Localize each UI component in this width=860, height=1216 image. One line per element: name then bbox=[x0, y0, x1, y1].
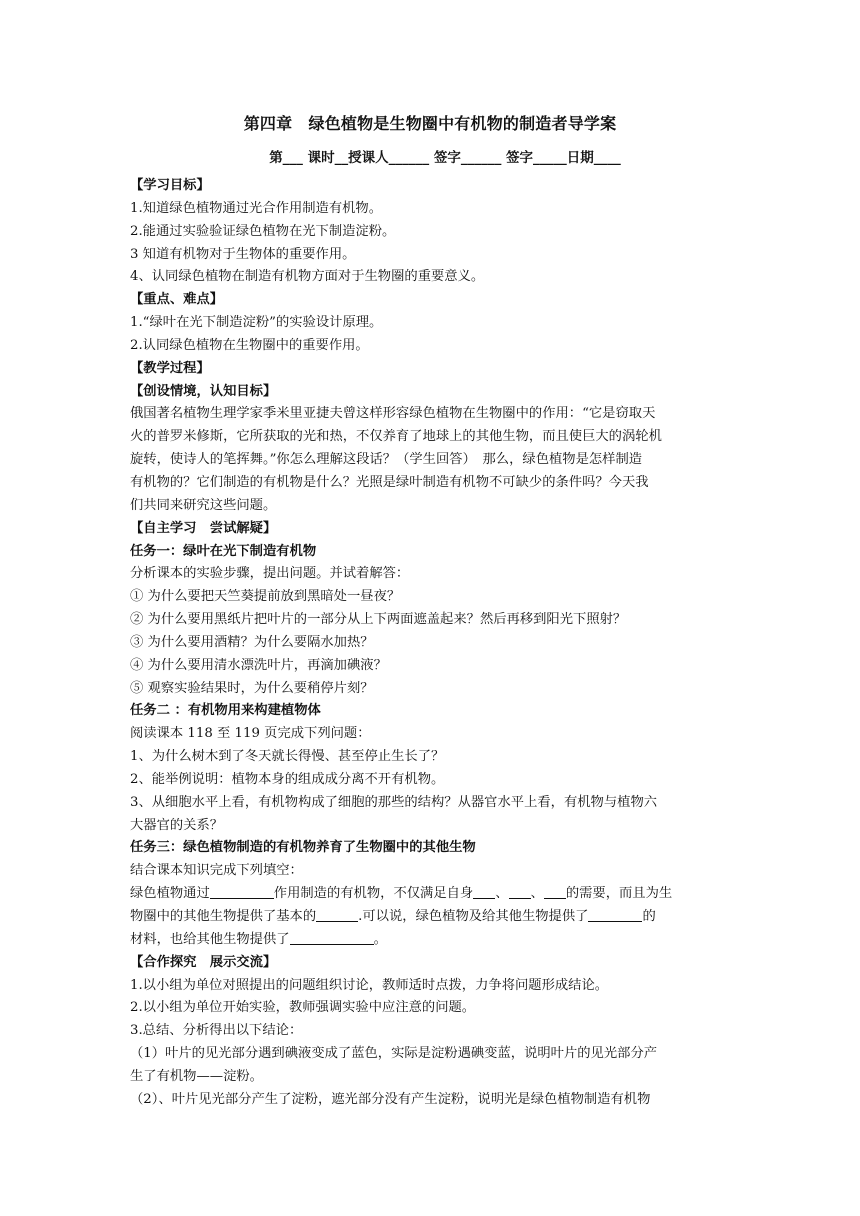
fill-text: 材料，也给其他生物提供了 bbox=[130, 931, 290, 947]
fill-blank[interactable] bbox=[316, 907, 358, 922]
section-heading-selfstudy: 【自主学习 尝试解疑】 bbox=[130, 520, 277, 536]
fill-text: 的 bbox=[642, 909, 656, 924]
fill-text: 。 bbox=[373, 931, 387, 947]
intro-line: 们共同来研究这些问题。 bbox=[130, 497, 277, 513]
fill-text: .可以说，绿色植物及给其他生物提供了 bbox=[358, 909, 589, 924]
section-heading-process: 【教学过程】 bbox=[130, 360, 210, 376]
fill-blank[interactable] bbox=[544, 884, 566, 899]
fill-text: 作用制造的有机物，不仅满足自身 bbox=[273, 886, 474, 902]
task2-question: 1、为什么树木到了冬天就长得慢、甚至停止生长了？ bbox=[130, 749, 445, 765]
objective-item: 4、认同绿色植物在制造有机物方面对于生物圈的重要意义。 bbox=[130, 269, 485, 285]
fill-blank[interactable] bbox=[473, 884, 495, 899]
section-heading-objectives: 【学习目标】 bbox=[130, 178, 210, 193]
coop-line: （1）叶片的见光部分遇到碘液变成了蓝色，实际是淀粉遇碘变蓝，说明叶片的见光部分产 bbox=[130, 1046, 658, 1062]
intro-line: 旋转，使诗人的笔挥舞。”你怎么理解这段话？（学生回答） 那么，绿色植物是怎样制造 bbox=[130, 452, 643, 468]
intro-line: 有机物的？它们制造的有机物是什么？光照是绿叶制造有机物不可缺少的条件吗？今天我 bbox=[130, 474, 649, 490]
keypoint-item: 1.“绿叶在光下制造淀粉”的实验设计原理。 bbox=[130, 315, 383, 331]
task1-question: ④ 为什么要用清水漂洗叶片，再滴加碘液？ bbox=[130, 657, 387, 673]
task2-question: 3、从细胞水平上看，有机物构成了细胞的那些的结构？从器官水平上看，有机物与植物六 bbox=[130, 794, 658, 810]
fill-in-line bbox=[130, 929, 730, 952]
coop-line: （2）、叶片见光部分产生了淀粉，遮光部分没有产生淀粉，说明光是绿色植物制造有机物 bbox=[130, 1091, 651, 1107]
objective-item: 1.知道绿色植物通过光合作用制造有机物。 bbox=[130, 200, 383, 216]
coop-line: 2.以小组为单位开始实验，教师强调实验中应注意的问题。 bbox=[130, 1000, 476, 1016]
fill-text: 、 bbox=[530, 886, 544, 902]
intro-line: 俄国著名植物生理学家季米里亚捷夫曾这样形容绿色植物在生物圈中的作用：“它是窃取天 bbox=[130, 406, 656, 422]
section-heading-keypoints: 【重点、难点】 bbox=[130, 292, 224, 308]
keypoint-item: 2.认同绿色植物在生物圈中的重要作用。 bbox=[130, 337, 369, 353]
document-body bbox=[130, 175, 730, 1112]
section-heading-intro: 【创设情境，认知目标】 bbox=[130, 383, 277, 399]
objective-item: 3 知道有机物对于生物体的重要作用。 bbox=[130, 246, 356, 262]
fill-blank[interactable] bbox=[290, 930, 374, 945]
task3-intro: 结合课本知识完成下列填空： bbox=[130, 863, 303, 879]
fill-blank[interactable] bbox=[509, 884, 531, 899]
task3-heading: 任务三：绿色植物制造的有机物养育了生物圈中的其他生物 bbox=[130, 840, 476, 856]
task2-question: 大器官的关系？ bbox=[130, 817, 224, 833]
task1-intro: 分析课本的实验步骤，提出问题。并试着解答： bbox=[130, 566, 410, 582]
task1-heading: 任务一：绿叶在光下制造有机物 bbox=[130, 543, 317, 559]
fill-in-line bbox=[130, 906, 730, 929]
coop-line: 生了有机物——淀粉。 bbox=[130, 1068, 263, 1084]
section-heading-coop: 【合作探究 展示交流】 bbox=[130, 954, 277, 970]
coop-line: 3.总结、分析得出以下结论： bbox=[130, 1023, 303, 1039]
objective-item: 2.能通过实验验证绿色植物在光下制造淀粉。 bbox=[130, 223, 396, 239]
page-subtitle: 第___ 课时__授课人______ 签字______ 签字_____日期____ bbox=[269, 150, 621, 166]
fill-blank[interactable] bbox=[588, 907, 642, 922]
task2-intro: 阅读课本 118 至 119 页完成下列问题： bbox=[130, 726, 371, 742]
intro-line: 火的普罗米修斯，它所获取的光和热，不仅养育了地球上的其他生物，而且使巨大的涡轮机 bbox=[130, 429, 662, 445]
fill-text: 绿色植物通过 bbox=[130, 886, 210, 902]
fill-blank[interactable] bbox=[210, 884, 274, 899]
fill-text: 、 bbox=[495, 886, 509, 902]
task1-question: ③ 为什么要用酒精？为什么要隔水加热？ bbox=[130, 634, 374, 650]
task2-question: 2、能举例说明：植物本身的组成成分离不开有机物。 bbox=[130, 771, 445, 787]
fill-text: 的需要，而且为生 bbox=[565, 886, 673, 902]
task1-question: ⑤ 观察实验结果时，为什么要稍停片刻？ bbox=[130, 680, 374, 696]
fill-in-line bbox=[130, 883, 730, 906]
page-title: 第四章 绿色植物是生物圈中有机物的制造者导学案 bbox=[243, 114, 617, 133]
task1-question: ② 为什么要用黑纸片把叶片的一部分从上下两面遮盖起来？然后再移到阳光下照射？ bbox=[130, 612, 627, 628]
task2-heading: 任务二 ：有机物用来构建植物体 bbox=[130, 703, 321, 719]
fill-text: 物圈中的其他生物提供了基本的 bbox=[130, 909, 317, 924]
coop-line: 1.以小组为单位对照提出的问题组织讨论，教师适时点拨，力争将问题形成结论。 bbox=[130, 977, 609, 993]
task1-question: ① 为什么要把天竺葵提前放到黑暗处一昼夜？ bbox=[130, 589, 401, 605]
